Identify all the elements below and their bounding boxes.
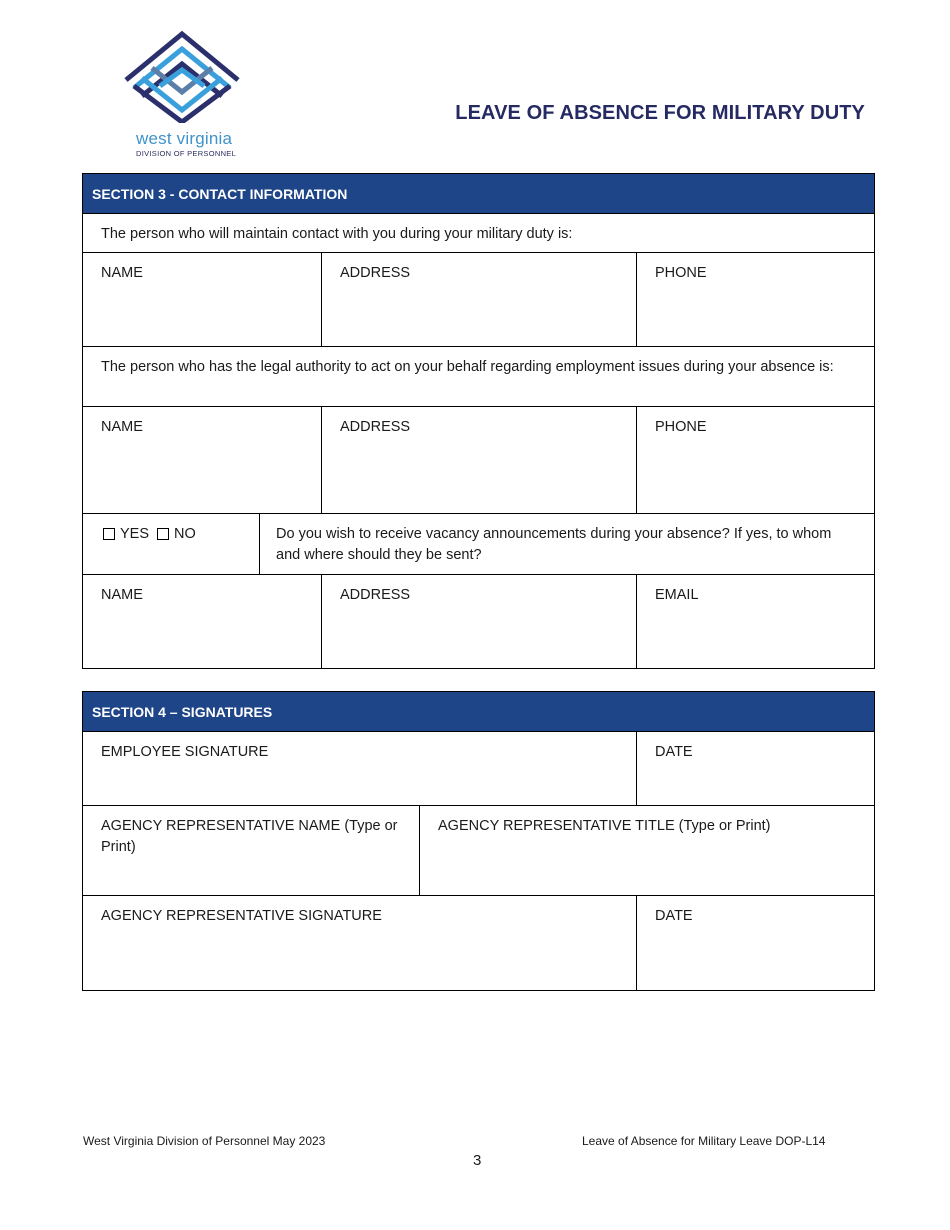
employee-signature-field[interactable]: EMPLOYEE SIGNATURE (101, 744, 269, 760)
logo-name: west virginia (136, 129, 233, 148)
vacancy-name-field[interactable]: NAME (101, 587, 143, 603)
legal-phone-field[interactable]: PHONE (636, 407, 874, 513)
section-4-table (82, 691, 875, 991)
vacancy-no-checkbox[interactable] (157, 528, 169, 540)
legal-authority-prompt: The person who has the legal authority to act on your behalf regarding employment issues during your absence is: (101, 359, 834, 375)
document-title: LEAVE OF ABSENCE FOR MILITARY DUTY (455, 102, 865, 124)
section-3-header: SECTION 3 - CONTACT INFORMATION (83, 174, 874, 213)
agency-rep-name-field[interactable]: AGENCY REPRESENTATIVE NAME (Type or Print) (101, 818, 398, 855)
contact-address-field[interactable]: ADDRESS (321, 253, 636, 346)
page-number: 3 (473, 1152, 482, 1169)
legal-address-field[interactable]: ADDRESS (321, 407, 636, 513)
agency-rep-title-field[interactable]: AGENCY REPRESENTATIVE TITLE (Type or Print) (419, 806, 874, 895)
agency-logo (118, 28, 258, 160)
vacancy-yes-checkbox[interactable] (103, 528, 115, 540)
contact-name-field[interactable]: NAME (101, 265, 143, 281)
contact-prompt: The person who will maintain contact with you during your military duty is: (101, 226, 573, 242)
vacancy-email-field[interactable]: EMAIL (636, 575, 874, 668)
vacancy-checkbox-group (83, 514, 259, 574)
section-3-table (82, 173, 875, 669)
vacancy-address-field[interactable]: ADDRESS (321, 575, 636, 668)
agency-rep-signature-field[interactable]: AGENCY REPRESENTATIVE SIGNATURE (101, 908, 382, 924)
section-4-header: SECTION 4 – SIGNATURES (83, 692, 874, 731)
employee-date-field[interactable]: DATE (636, 732, 874, 805)
vacancy-no-label: NO (174, 526, 196, 542)
logo-mark-icon (120, 28, 250, 123)
footer-left: West Virginia Division of Personnel May 2023 (83, 1134, 326, 1148)
vacancy-question: Do you wish to receive vacancy announcements during your absence? If yes, to whom and where should they be sent? (259, 514, 874, 574)
contact-phone-field[interactable]: PHONE (636, 253, 874, 346)
footer-right: Leave of Absence for Military Leave DOP-L14 (582, 1134, 826, 1148)
agency-rep-date-field[interactable]: DATE (636, 896, 874, 990)
vacancy-yes-label: YES (120, 526, 150, 542)
legal-name-field[interactable]: NAME (101, 419, 143, 435)
logo-subtitle: DIVISION OF PERSONNEL (136, 149, 237, 158)
